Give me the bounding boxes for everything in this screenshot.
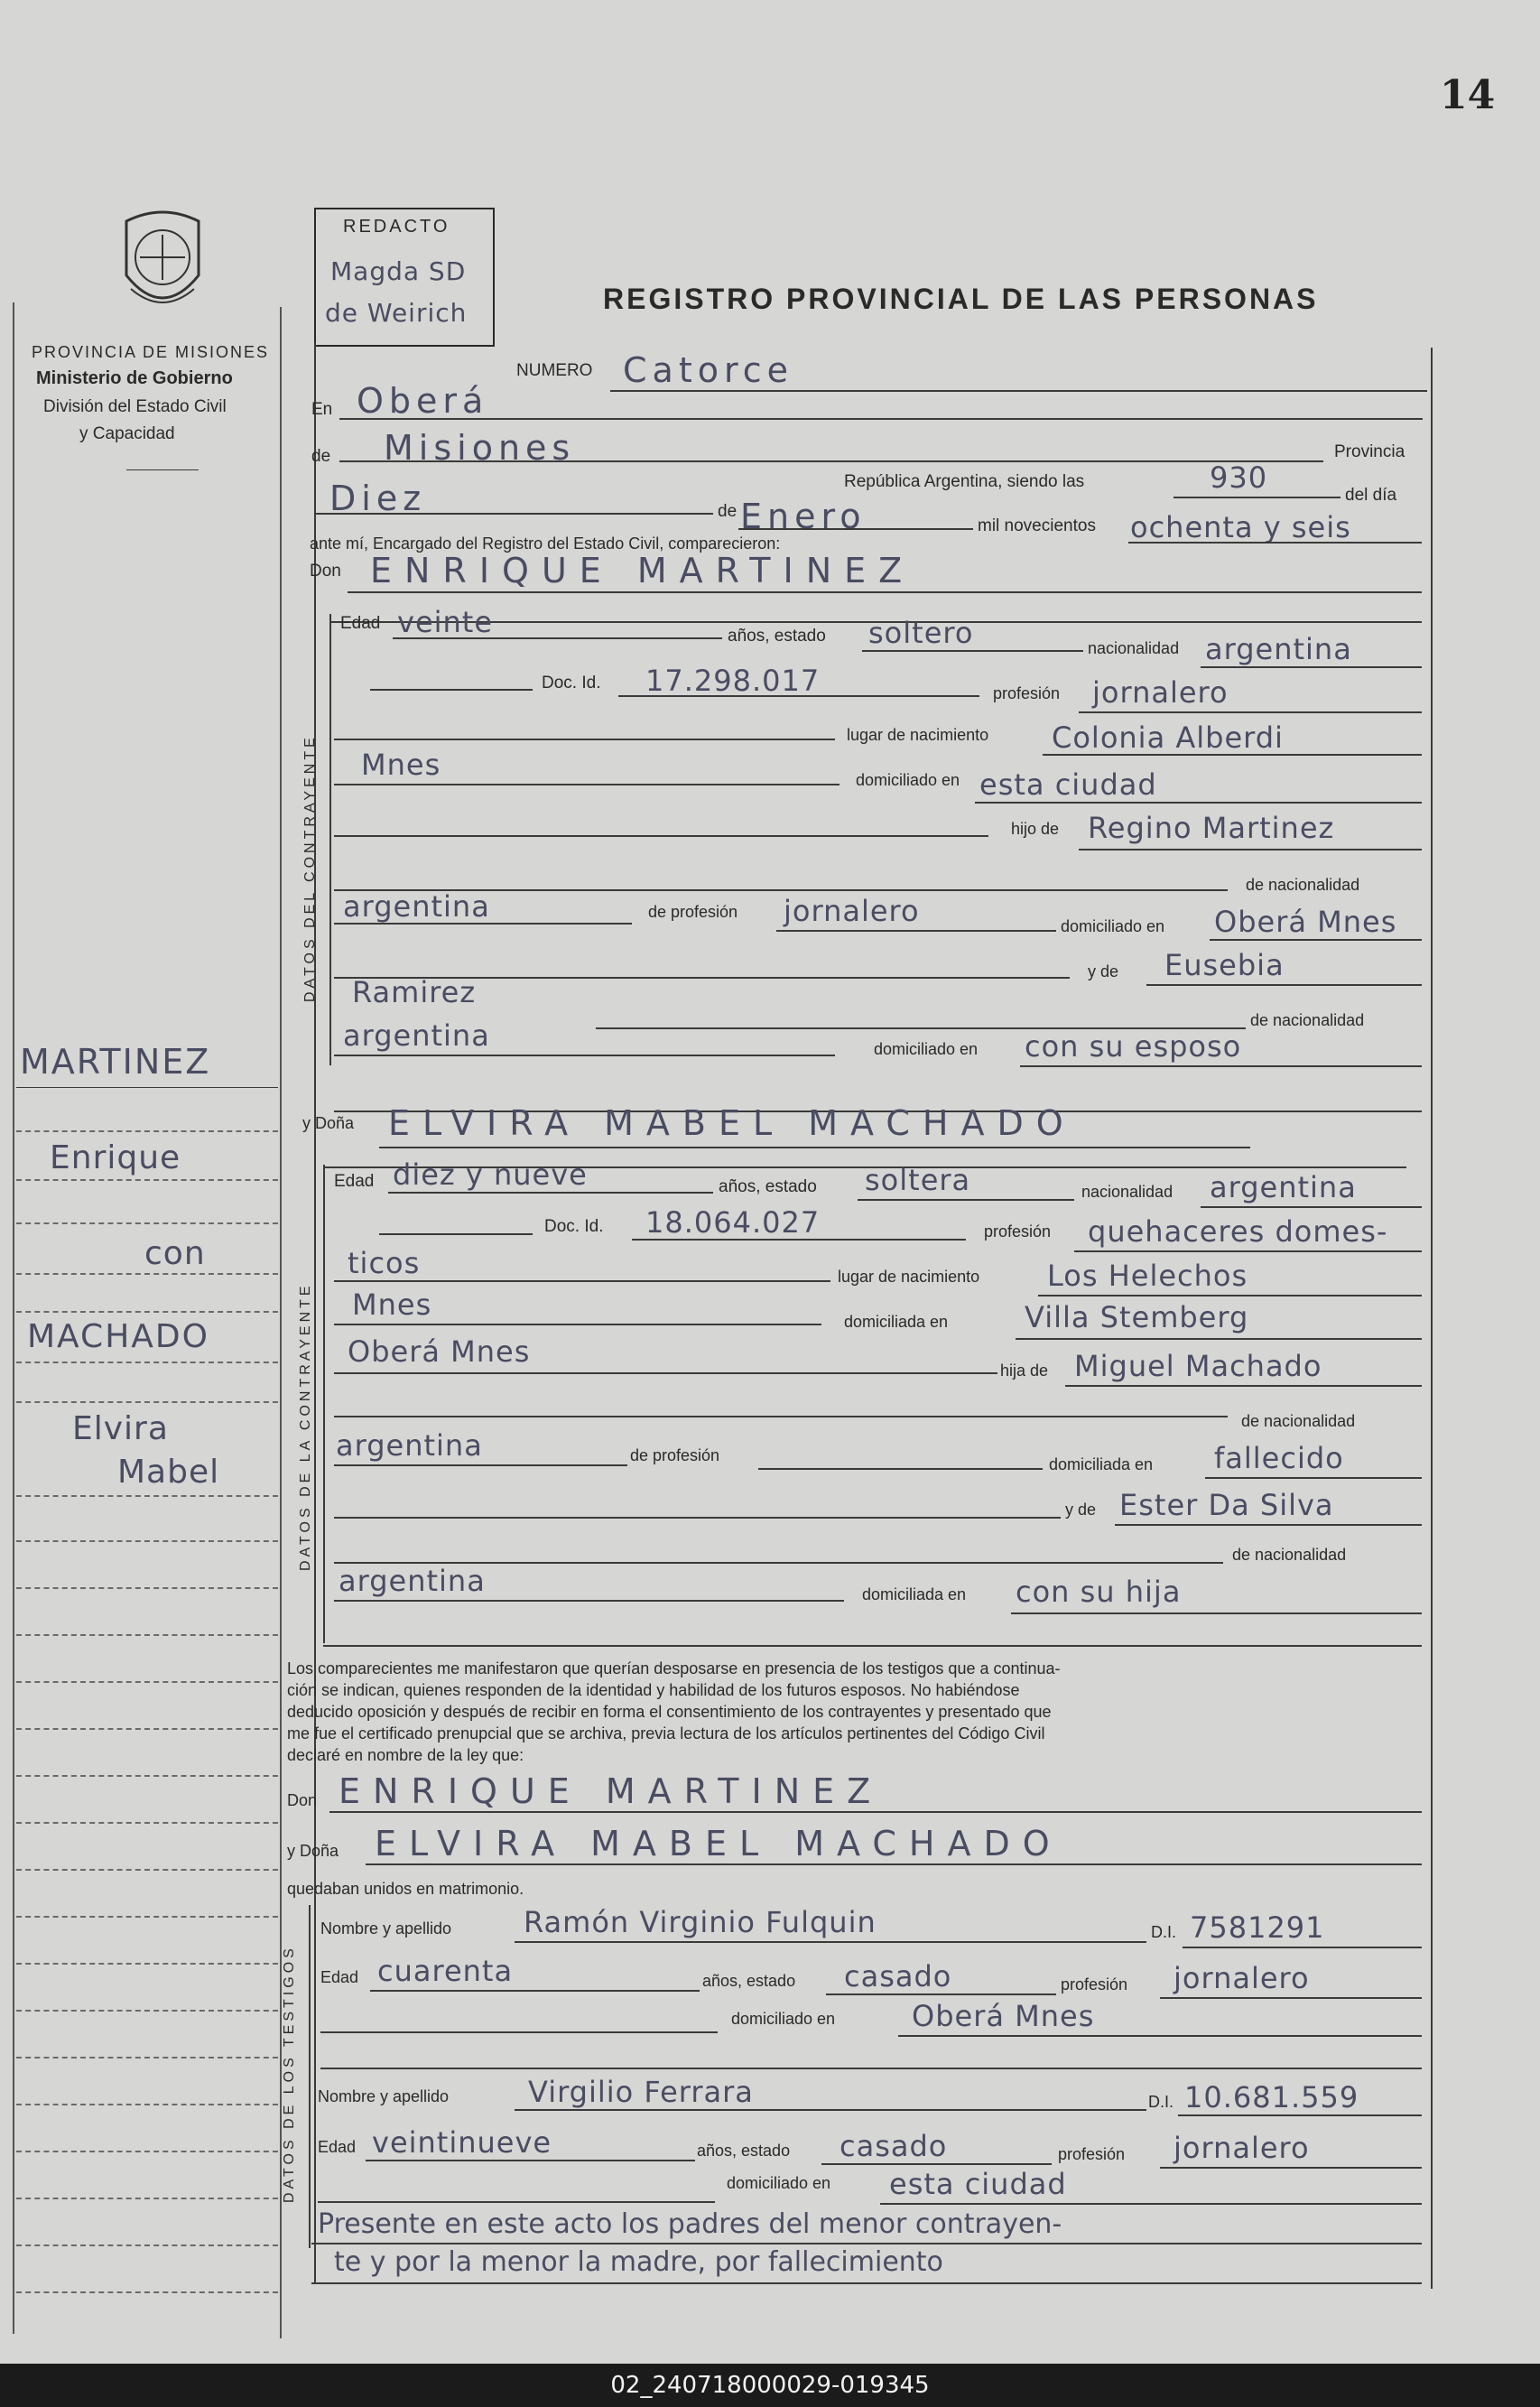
groom-madre-line (1146, 984, 1422, 986)
bride-doc-pre-line (379, 1233, 533, 1235)
capacity-name: y Capacidad (79, 424, 175, 443)
hora-value: 930 (1210, 460, 1268, 495)
declaration-line-2: ción se indican, quienes responden de la identidad y habilidad de los futuros esposos. No habiéndose (287, 1681, 1020, 1699)
bride-nac-line (1201, 1206, 1422, 1208)
groom-doc-pre-line (370, 689, 533, 691)
w2-dom-pre-line (318, 2201, 715, 2203)
bride-nacionalidad: argentina (1210, 1170, 1357, 1204)
groom-padre-nacionalidad: argentina (343, 889, 490, 924)
margin-dash-22 (16, 2151, 278, 2152)
bride-madre-dom-label: domiciliada en (862, 1585, 967, 1603)
w2-di-line (1178, 2114, 1422, 2116)
groom-section-label: DATOS DEL CONTRAYENTE (302, 734, 318, 1002)
w1-di-label: D.I. (1151, 1923, 1177, 1941)
declaration-line-5: declaré en nombre de la ley que: (287, 1746, 524, 1764)
bride-edad-label: Edad (334, 1172, 375, 1191)
margin-dash-24 (16, 2244, 278, 2246)
groom-padre-prof-line (776, 930, 1056, 932)
groom-lugar-pre-line (334, 739, 835, 740)
w2-di: 10.681.559 (1184, 2080, 1359, 2114)
mes-line (738, 528, 973, 530)
margin-dash-10 (16, 1587, 278, 1589)
groom-dom-label: domiciliado en (856, 771, 960, 789)
w2-estado-label: años, estado (697, 2142, 791, 2160)
w1-edad: cuarenta (377, 1954, 514, 1988)
bride-profesion: quehaceres domes- (1088, 1214, 1388, 1249)
bride-profesion2: ticos (348, 1246, 421, 1280)
w1-dom-line (898, 2035, 1422, 2037)
groom-madre-nac-label: de nacionalidad (1250, 1011, 1365, 1029)
margin-dash-4 (16, 1273, 278, 1275)
w1-nombre: Ramón Virginio Fulquin (524, 1905, 877, 1939)
stamp-name-line1: Magda SD (330, 256, 467, 286)
numero-line (610, 390, 1427, 392)
bride-estado-label: años, estado (719, 1177, 817, 1196)
w2-nombre: Virgilio Ferrara (528, 2075, 754, 2109)
margin-dash-12 (16, 1681, 278, 1683)
provincia-label: Provincia (1334, 442, 1405, 461)
w2-edad-label: Edad (318, 2138, 357, 2156)
redacto-stamp (314, 208, 495, 347)
groom-prof-label: profesión (993, 684, 1061, 702)
groom-edad-line (393, 637, 722, 639)
groom-prof-line (1079, 711, 1422, 713)
bride-madre: Ester Da Silva (1119, 1488, 1334, 1522)
w2-edad-line (366, 2160, 695, 2161)
groom-estado-label: años, estado (728, 627, 826, 646)
w1-nombre-line (515, 1941, 1146, 1943)
witness-section-frame (309, 1905, 311, 2248)
dia-line (316, 513, 713, 515)
groom-nacionalidad: argentina (1205, 632, 1352, 666)
w1-estado: casado (844, 1959, 952, 1993)
anio-line (1128, 542, 1422, 544)
bride-madre-dom-line (1011, 1612, 1422, 1614)
margin-dash-3 (16, 1222, 278, 1224)
note-underline-2 (311, 2282, 1422, 2284)
bride-doc: 18.064.027 (645, 1205, 821, 1240)
margin-dash-16 (16, 1869, 278, 1871)
bride-padre-prof-label: de profesión (630, 1446, 720, 1464)
declaration-don-label: Don (287, 1791, 318, 1809)
margin-dash-2 (16, 1179, 278, 1181)
w1-estado-line (826, 1993, 1056, 1995)
bride-prof-line (1074, 1250, 1422, 1252)
w1-dom-pre-line (320, 2031, 718, 2033)
groom-padre-dom-line (1210, 939, 1422, 941)
groom-madre-domicilio: con su esposo (1025, 1029, 1242, 1064)
w2-nombre-line (515, 2109, 1146, 2111)
w1-prof-line (1160, 1997, 1422, 1999)
bride-madre-line (1115, 1524, 1422, 1526)
mes-label: de (718, 502, 738, 521)
groom-section-frame (329, 614, 331, 1065)
groom-estado: soltero (868, 616, 974, 650)
note-line-2: te y por la menor la madre, por fallecimiento (334, 2246, 943, 2278)
w2-di-label: D.I. (1148, 2093, 1174, 2111)
ministry-name: Ministerio de Gobierno (36, 368, 233, 388)
margin-dash-15 (16, 1822, 278, 1824)
groom-madre-dom-label: domiciliado en (874, 1040, 979, 1058)
bride-padre-nacionalidad: argentina (336, 1428, 483, 1463)
bride-section-label: DATOS DE LA CONTRAYENTE (298, 1282, 313, 1571)
groom-doc-line (618, 695, 979, 697)
groom-madre-label: y de (1088, 962, 1119, 980)
margin-dash-18 (16, 1963, 278, 1965)
stamp-title: REDACTO (343, 217, 450, 237)
margin-line-1 (16, 1087, 278, 1088)
bride-edad-line (388, 1192, 713, 1194)
margin-con: con (144, 1235, 206, 1272)
margin-bride-surname: MACHADO (27, 1318, 209, 1355)
bride-madre-nacionalidad: argentina (339, 1564, 486, 1598)
registry-title: REGISTRO PROVINCIAL DE LAS PERSONAS (603, 283, 1319, 315)
w2-prof-label: profesión (1058, 2145, 1126, 2163)
groom-doc-label: Doc. Id. (542, 674, 601, 692)
groom-padre-profesion: jornalero (784, 894, 920, 928)
bride-domicilio: Villa Stemberg (1025, 1300, 1249, 1334)
bride-madre-nac-label: de nacionalidad (1232, 1546, 1347, 1564)
numero-value: Catorce (623, 350, 794, 390)
de-label: de (311, 447, 331, 466)
bride-prof-label: profesión (984, 1222, 1052, 1241)
margin-dash-1 (16, 1130, 278, 1132)
w1-nombre-label: Nombre y apellido (320, 1919, 452, 1938)
w2-dom-label: domiciliado en (727, 2174, 831, 2192)
declaration-dona-label: y Doña (287, 1842, 339, 1860)
mil-label: mil novecientos (978, 516, 1096, 535)
provincia-line (339, 460, 1323, 462)
groom-padre-dom-label: domiciliado en (1061, 917, 1165, 935)
witness-section-label: DATOS DE LOS TESTIGOS (282, 1945, 297, 2203)
groom-edad: veinte (397, 605, 494, 639)
division-name: División del Estado Civil (43, 397, 227, 416)
scan-footer-id: 02_240718000029-019345 (0, 2364, 1540, 2407)
margin-dash-23 (16, 2198, 278, 2199)
numero-label: NUMERO (516, 361, 593, 380)
margin-dash-19 (16, 2010, 278, 2012)
margin-dash-20 (16, 2057, 278, 2058)
groom-padre: Regino Martinez (1088, 811, 1335, 845)
bride-padre: Miguel Machado (1074, 1349, 1322, 1383)
bride-dom-line (1016, 1338, 1422, 1340)
coat-of-arms-seal (108, 203, 217, 330)
provincia-value: Misiones (384, 428, 576, 468)
w2-nombre-label: Nombre y apellido (318, 2087, 450, 2105)
w2-domicilio: esta ciudad (889, 2167, 1067, 2201)
bride-lugar-line (1038, 1295, 1422, 1296)
groom-name-line (348, 591, 1422, 593)
w2-dom-line (880, 2203, 1422, 2205)
margin-groom-surname: MARTINEZ (20, 1042, 211, 1082)
margin-bride-name1: Elvira (72, 1410, 169, 1447)
w2-edad: veintinueve (372, 2125, 552, 2160)
w1-edad-label: Edad (320, 1968, 359, 1986)
declaration-dona-line (366, 1863, 1422, 1865)
bride-madre-nac-line (334, 1600, 844, 1602)
ante-text: ante mí, Encargado del Registro del Estado Civil, comparecieron: (310, 534, 781, 553)
w1-edad-line (370, 1990, 700, 1992)
groom-doc: 17.298.017 (645, 664, 821, 698)
groom-madre-nacionalidad: argentina (343, 1018, 490, 1053)
note-line-1: Presente en este acto los padres del menor contrayen- (318, 2208, 1062, 2240)
mes-value: Enero (740, 497, 867, 536)
bride-padre-domicilio: fallecido (1214, 1441, 1344, 1475)
dona-label: y Doña (302, 1114, 355, 1132)
quedaban-text: quedaban unidos en matrimonio. (287, 1880, 524, 1898)
main-frame-left (314, 343, 316, 2284)
bride-hija-label: hija de (1000, 1361, 1049, 1380)
w2-estado-line (821, 2163, 1052, 2165)
margin-dash-8 (16, 1495, 278, 1497)
bride-lugar2-line (334, 1324, 821, 1325)
groom-domicilio: esta ciudad (979, 767, 1157, 802)
hora-line (1174, 497, 1341, 498)
en-value: Oberá (357, 381, 489, 421)
groom-hijo-pre-line (334, 835, 988, 837)
groom-estado-line (862, 650, 1083, 652)
groom-edad-label: Edad (340, 614, 381, 633)
margin-dash-25 (16, 2291, 278, 2293)
groom-madre-dom-line (1020, 1065, 1422, 1067)
w1-domicilio: Oberá Mnes (912, 1999, 1095, 2033)
bride-edad: diez y nueve (393, 1157, 588, 1192)
bride-estado: soltera (865, 1163, 971, 1197)
bride-lugar-label: lugar de nacimiento (838, 1268, 980, 1286)
declaration-line-4: me fue el certificado prenupcial que se archiva, previa lectura de los artículos pertinentes del Código Civil (287, 1724, 1045, 1743)
declaration-line-1: Los comparecientes me manifestaron que querían desposarse en presencia de los testigos que a continua- (287, 1659, 1061, 1677)
margin-groom-name: Enrique (50, 1139, 181, 1176)
groom-lugar-label: lugar de nacimiento (847, 726, 989, 744)
w1-dom-label: domiciliado en (731, 2010, 836, 2028)
w1-estado-label: años, estado (702, 1972, 796, 1990)
bride-padre-line (1065, 1385, 1422, 1387)
groom-madre: Eusebia (1164, 948, 1285, 982)
w2-estado: casado (840, 2129, 948, 2163)
groom-padre-nac-line (334, 923, 632, 925)
w2-profesion: jornalero (1174, 2131, 1310, 2165)
bride-lugar: Los Helechos (1047, 1259, 1248, 1293)
w1-prof-label: profesión (1061, 1975, 1128, 1993)
bride-dom-label: domiciliada en (844, 1313, 949, 1331)
bride-padre-nac-pre-line (334, 1416, 1228, 1417)
groom-name: ENRIQUE MARTINEZ (370, 551, 915, 590)
bride-padre-nac-label: de nacionalidad (1241, 1412, 1356, 1430)
groom-profesion: jornalero (1092, 675, 1229, 710)
w1-bottom-line (320, 2068, 1422, 2069)
declaration-don-line (329, 1811, 1422, 1813)
groom-madre-nac-line (334, 1055, 835, 1056)
groom-lugar2: Mnes (361, 748, 441, 782)
declaration-don: ENRIQUE MARTINEZ (339, 1771, 884, 1811)
groom-nac-label: nacionalidad (1088, 639, 1180, 657)
anio-value: ochenta y seis (1130, 510, 1351, 544)
don-label: Don (310, 562, 341, 581)
bride-estado-line (858, 1199, 1074, 1201)
w1-di-line (1183, 1947, 1422, 1948)
groom-nac-line (1201, 666, 1422, 668)
main-frame-right (1431, 348, 1433, 2289)
bride-padre-dom-line (1205, 1477, 1422, 1479)
province-name: PROVINCIA DE MISIONES (32, 343, 270, 361)
del-dia-label: del día (1345, 486, 1397, 505)
dia-value: Diez (329, 479, 427, 518)
note-underline-1 (311, 2243, 1422, 2244)
bride-hija-pre-line (334, 1372, 997, 1374)
margin-dash-13 (16, 1728, 278, 1730)
bride-lugar2: Mnes (352, 1287, 432, 1322)
margin-dash-7 (16, 1401, 278, 1403)
groom-lugar-line (1043, 754, 1422, 756)
margin-bride-name2: Mabel (117, 1454, 220, 1491)
margin-dash-11 (16, 1634, 278, 1636)
bride-madre-domicilio: con su hija (1016, 1575, 1182, 1609)
bride-padre-prof-line (758, 1468, 1043, 1470)
stamp-name-line2: de Weirich (325, 298, 468, 328)
margin-dash-9 (16, 1540, 278, 1542)
divider (126, 469, 199, 470)
bride-lugar-pre-line (334, 1280, 830, 1282)
groom-lugar: Colonia Alberdi (1052, 720, 1284, 755)
groom-hijo-label: hijo de (1011, 820, 1060, 838)
groom-madre-apellido: Ramirez (352, 975, 477, 1009)
declaration-line-3: deducido oposición y después de recibir en forma el consentimiento de los contrayentes y presentado que (287, 1703, 1052, 1721)
groom-padre-line (1079, 849, 1422, 850)
groom-lugar2-line (334, 784, 840, 785)
w2-prof-line (1160, 2167, 1422, 2169)
declaration-dona: ELVIRA MABEL MACHADO (375, 1824, 1062, 1863)
bride-padre-nac-line (334, 1464, 627, 1466)
en-label: En (311, 400, 333, 419)
page-number: 14 (1440, 72, 1496, 118)
en-line (339, 418, 1423, 420)
w1-di: 7581291 (1190, 1910, 1325, 1945)
bride-doc-label: Doc. Id. (544, 1217, 604, 1236)
margin-dash-6 (16, 1361, 278, 1363)
margin-dash-5 (16, 1311, 278, 1313)
groom-padre-domicilio: Oberá Mnes (1214, 905, 1397, 939)
bride-nac-label: nacionalidad (1081, 1183, 1174, 1201)
left-margin-line (13, 302, 14, 2334)
bride-name: ELVIRA MABEL MACHADO (388, 1103, 1076, 1143)
w1-profesion: jornalero (1174, 1961, 1310, 1995)
bride-padre-dom-label: domiciliada en (1049, 1455, 1154, 1473)
bride-domicilio2: Oberá Mnes (348, 1334, 531, 1369)
groom-dom-line (975, 802, 1422, 804)
republica-label: República Argentina, siendo las (844, 472, 1085, 491)
margin-dash-21 (16, 2104, 278, 2105)
groom-padre-prof-label: de profesión (648, 903, 738, 921)
margin-dash-17 (16, 1916, 278, 1918)
bride-doc-line (632, 1239, 966, 1241)
bride-madre-label: y de (1065, 1501, 1097, 1519)
margin-dash-14 (16, 1775, 278, 1777)
bride-bottom-line (323, 1645, 1422, 1647)
bride-name-line (379, 1147, 1250, 1148)
groom-padre-nac-label: de nacionalidad (1246, 876, 1360, 894)
bride-madre-pre-line (334, 1517, 1061, 1519)
bride-section-frame (323, 1165, 325, 1643)
